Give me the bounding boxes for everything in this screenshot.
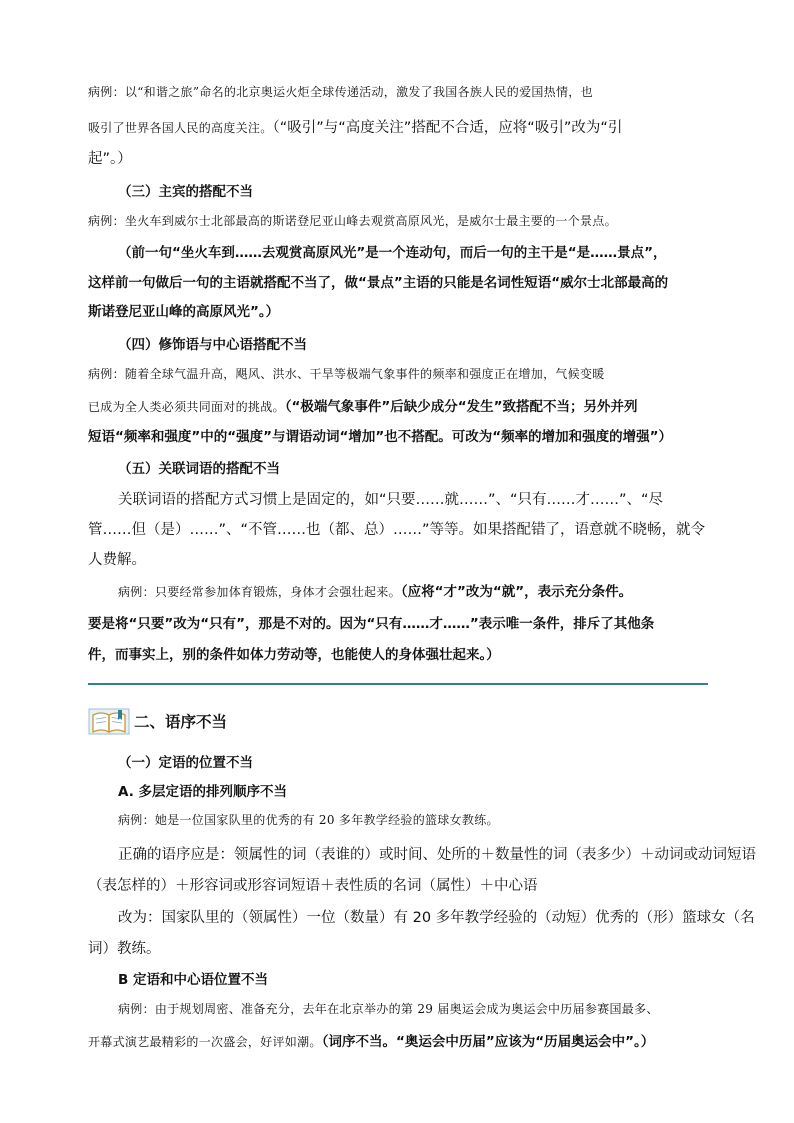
section-title: 二、语序不当: [134, 713, 228, 731]
subheading-attributive: （一）定语的位置不当: [118, 755, 253, 771]
example-text: 已成为全人类必须共同面对的挑战。: [88, 400, 285, 414]
body-line: 正确的语序应是：领属性的词（表谁的）或时间、处所的＋数量性的词（表多少）＋动词或动词短语: [118, 847, 756, 863]
example-line: 病例：以“和谐之旅”命名的北京奥运火炬全球传递活动，激发了我国各族人民的爱国热情，也: [88, 85, 593, 99]
subheading-subject-object: （三）主宾的搭配不当: [118, 184, 253, 200]
section-divider: [88, 683, 708, 685]
explanation-line: 这样前一句做后一句的主语就搭配不当了，做“景点”主语的只能是名词性短语“威尔士北部最高的: [88, 275, 669, 291]
example-line: [88, 1030, 712, 1050]
body-line: 关联词语的搭配方式习惯上是固定的，如“只要……就……”、“只有……才……”、“尽: [118, 492, 664, 508]
example-line: [88, 116, 712, 137]
example-line: 病例：由于规划周密、准备充分，去年在北京举办的第 29 届奥运会成为奥运会中历届参赛国最多、: [118, 1002, 659, 1016]
explanation-line: 件，而事实上，别的条件如体力劳动等，也能使人的身体强壮起来。）: [88, 647, 500, 663]
explanation-line: 斯诺登尼亚山峰的高原风光”。）: [88, 304, 280, 320]
subheading-a: A. 多层定语的排列顺序不当: [118, 784, 288, 800]
subheading-b: B 定语和中心语位置不当: [118, 972, 268, 988]
body-line: 改为：国家队里的（领属性）一位（数量）有 20 多年教学经验的（动短）优秀的（形）篮球女（名: [118, 910, 755, 926]
explanation-line: 起”。）: [88, 151, 132, 167]
example-text: 吸引了世界各国人民的高度关注。: [88, 121, 273, 135]
open-book-icon: [88, 706, 130, 736]
body-line: 人费解。: [88, 552, 146, 568]
example-line: 病例：随着全球气温升高，飓风、洪水、干旱等极端气象事件的频率和强度正在增加，气候变暖: [88, 367, 605, 381]
explanation-text: （“极端气象事件”后缺少成分“发生”致搭配不当；另外并列: [284, 399, 638, 415]
explanation-line: 短语“频率和强度”中的“强度”与谓语动词“增加”也不搭配。可改为“频率的增加和强度的增强”）: [88, 429, 672, 445]
explanation-line: （前一句“坐火车到……去观赏高原风光”是一个连动句，而后一句的主干是“是……景点”，: [118, 245, 667, 261]
explanation-text: （“吸引”与“高度关注”搭配不合适，应将“吸引”改为“引: [272, 120, 623, 136]
explanation-line: 要是将“只要”改为“只有”，那是不对的。因为“只有……才……”表示唯一条件，排斥了其他条: [88, 616, 655, 632]
explanation-text: （应将“才”改为“就”，表示充分条件。: [400, 584, 633, 600]
section-heading: [88, 705, 227, 737]
body-line: （表怎样的）＋形容词或形容词短语＋表性质的名词（属性）＋中心语: [88, 878, 538, 894]
body-line: 管……但（是）……”、“不管……也（都、总）……”等等。如果搭配错了，语意就不晓畅，就令: [88, 522, 706, 538]
example-line: 病例：她是一位国家队里的优秀的有 20 多年教学经验的篮球女教练。: [118, 813, 499, 827]
explanation-text: （词序不当。“奥运会中历届”应该为“历届奥运会中”。）: [321, 1034, 655, 1050]
example-line: 病例：坐火车到威尔士北部最高的斯诺登尼亚山峰去观赏高原风光，是威尔士最主要的一个景点。: [88, 214, 617, 228]
body-line: 词）教练。: [88, 941, 161, 957]
example-line: [118, 580, 742, 600]
example-text: 病例：只要经常参加体育锻炼，身体才会强壮起来。: [118, 585, 401, 599]
example-text: 开幕式演艺最精彩的一次盛会，好评如潮。: [88, 1035, 322, 1049]
subheading-conjunctions: （五）关联词语的搭配不当: [118, 461, 280, 477]
example-line: [88, 395, 712, 415]
subheading-modifier: （四）修饰语与中心语搭配不当: [118, 337, 307, 353]
